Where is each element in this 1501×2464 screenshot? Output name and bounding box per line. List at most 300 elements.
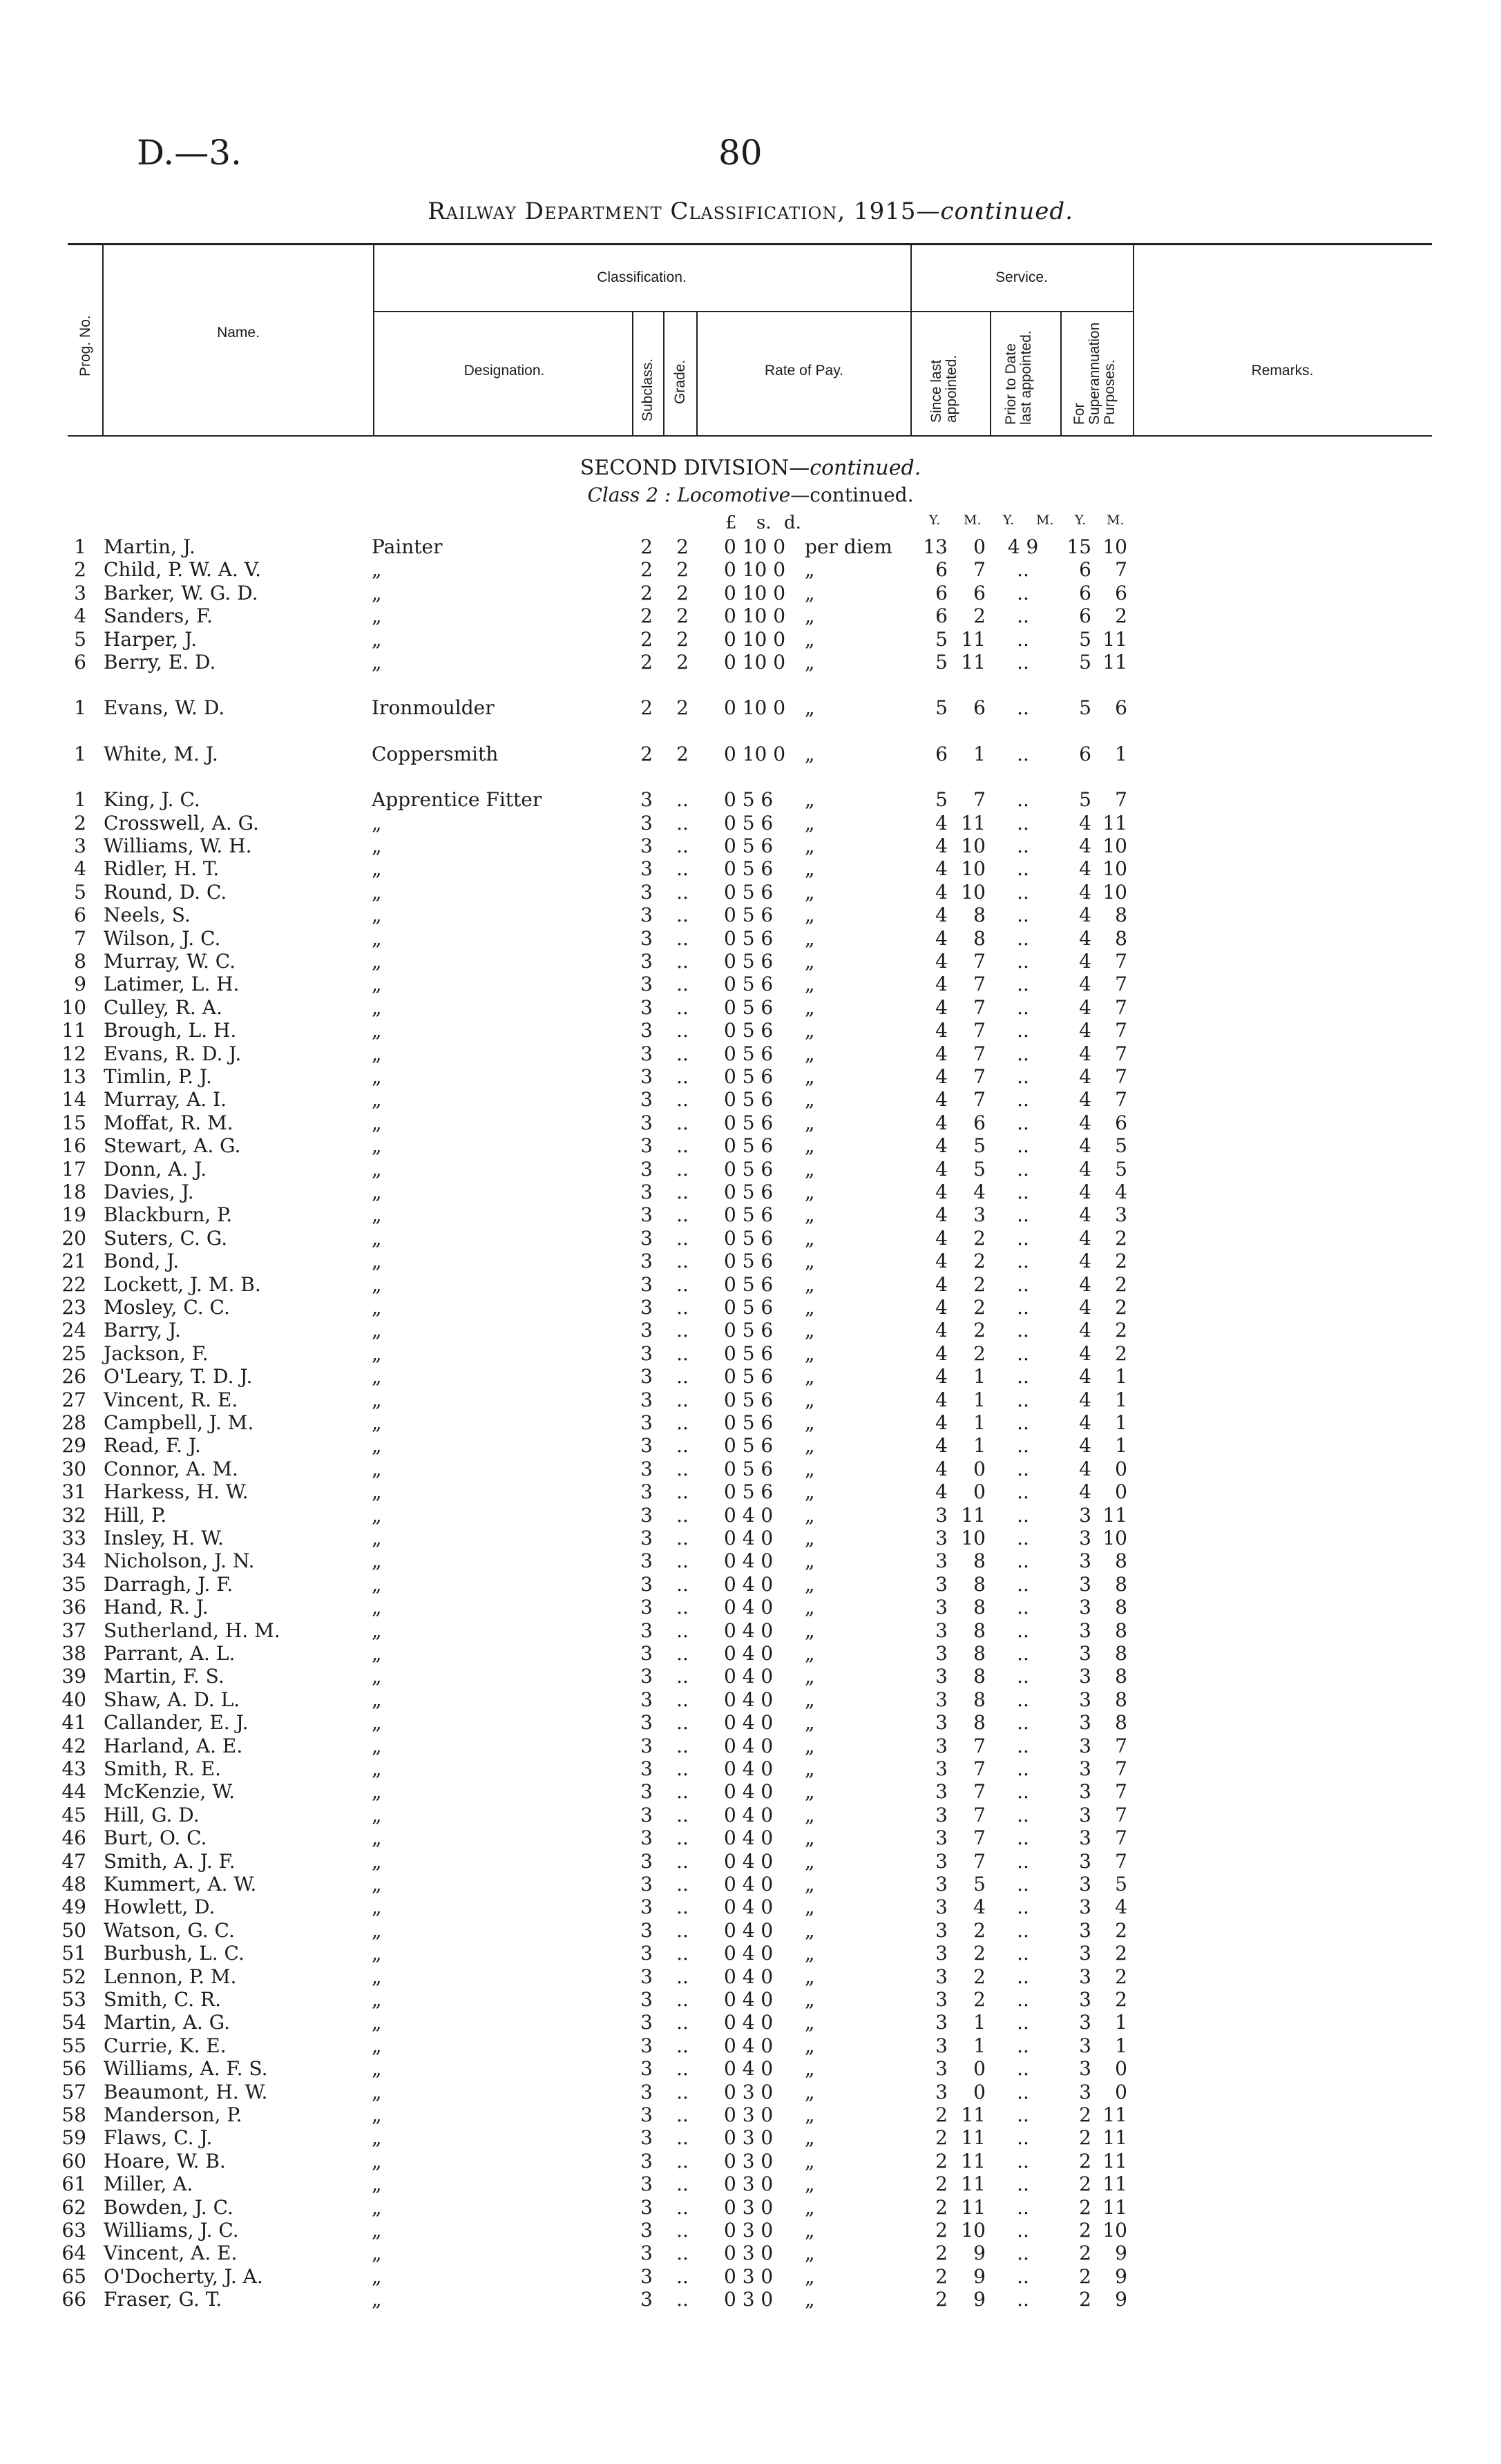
document-reference: D.—3. [137, 133, 242, 173]
table-row [0, 1965, 1501, 1988]
cell-pay-period: „ [805, 1734, 815, 1757]
cell-grade: .. [676, 2172, 689, 2196]
cell-subclass: 3 [640, 1895, 653, 1919]
cell-since-months: 10 [961, 834, 986, 857]
cell-name: Flaws, C. J. [104, 2126, 213, 2150]
cell-grade: .. [676, 1411, 689, 1434]
cell-name: Howlett, D. [104, 1895, 216, 1919]
cell-grade: .. [676, 973, 689, 996]
cell-rate-of-pay: 0 5 6 [724, 950, 774, 973]
cell-subclass: 3 [640, 2057, 653, 2081]
cell-designation: „ [372, 1111, 382, 1134]
cell-since-months: 6 [973, 581, 986, 604]
cell-designation: „ [372, 2057, 382, 2081]
cell-super-years: 3 [1079, 1803, 1091, 1826]
cell-super-months: 2 [1115, 1918, 1127, 1942]
cell-prog-no: 66 [61, 2288, 86, 2311]
cell-prog-no: 45 [61, 1803, 86, 1826]
cell-super-months: 8 [1115, 1549, 1127, 1573]
cell-grade: .. [676, 1895, 689, 1919]
cell-super-months: 6 [1115, 581, 1127, 604]
cell-prior-to-date: .. [1017, 1296, 1029, 1319]
cell-pay-period: „ [805, 1873, 815, 1895]
cell-prior-to-date: .. [1017, 1065, 1029, 1088]
cell-super-years: 6 [1079, 581, 1091, 604]
cell-prior-to-date: .. [1017, 2034, 1029, 2057]
cell-subclass: 3 [640, 926, 653, 950]
cell-rate-of-pay: 0 5 6 [724, 1226, 774, 1250]
cell-subclass: 3 [640, 2219, 653, 2242]
cell-name: Connor, A. M. [104, 1457, 238, 1480]
cell-subclass: 3 [640, 2034, 653, 2057]
cell-prog-no: 11 [61, 1019, 86, 1042]
cell-prior-to-date: .. [1017, 2011, 1029, 2034]
table-row [0, 1134, 1501, 1157]
unit-months-since: M. [964, 513, 982, 528]
cell-since-months: 9 [973, 2264, 986, 2288]
cell-super-years: 3 [1079, 1642, 1091, 1665]
cell-grade: .. [676, 1319, 689, 1342]
cell-name: Suters, C. G. [104, 1226, 228, 1250]
cell-name: Wilson, J. C. [104, 926, 221, 950]
cell-name: Smith, R. E. [104, 1757, 221, 1780]
cell-subclass: 3 [640, 1272, 653, 1296]
cell-since-months: 6 [973, 696, 986, 720]
cell-prior-to-date: .. [1017, 1503, 1029, 1527]
cell-rate-of-pay: 0 5 6 [724, 1457, 774, 1480]
table-row [0, 1365, 1501, 1388]
table-row [0, 1088, 1501, 1111]
section-title [0, 456, 1501, 480]
cell-grade: .. [676, 1388, 689, 1411]
cell-super-years: 4 [1079, 857, 1091, 881]
cell-designation: „ [372, 1988, 382, 2011]
cell-subclass: 3 [640, 1642, 653, 1665]
cell-designation: „ [372, 1365, 382, 1388]
classification-rule [373, 311, 1133, 312]
cell-name: Evans, W. D. [104, 696, 225, 720]
cell-subclass: 3 [640, 1341, 653, 1365]
cell-subclass: 3 [640, 1596, 653, 1619]
cell-prog-no: 51 [61, 1942, 86, 1965]
cell-super-years: 3 [1079, 1572, 1091, 1596]
cell-name: Evans, R. D. J. [104, 1042, 242, 1065]
cell-since-months: 1 [973, 1388, 986, 1411]
cell-prog-no: 35 [61, 1572, 86, 1596]
cell-pay-period: „ [805, 904, 815, 927]
cell-designation: „ [372, 973, 382, 996]
cell-since-years: 4 [935, 973, 948, 996]
page-number: 80 [718, 133, 763, 173]
cell-rate-of-pay: 0 3 0 [724, 2242, 774, 2265]
table-row [0, 2265, 1501, 2288]
cell-name: Harper, J. [104, 627, 198, 651]
page-title-main: Railway Department Classification, 1915— [428, 198, 941, 225]
cell-prior-to-date: .. [1017, 2242, 1029, 2265]
cell-designation: „ [372, 1965, 382, 1988]
cell-since-years: 4 [935, 1319, 948, 1342]
cell-super-years: 3 [1079, 2011, 1091, 2034]
cell-name: Smith, C. R. [104, 1988, 221, 2011]
cell-name: Vincent, A. E. [104, 2242, 238, 2265]
cell-since-years: 4 [935, 1365, 948, 1388]
table-row [0, 1411, 1501, 1434]
cell-name: Nicholson, J. N. [104, 1549, 255, 1573]
cell-prior-to-date: .. [1017, 1019, 1029, 1042]
units-row [0, 513, 1501, 535]
header-service: Service. [995, 269, 1048, 285]
table-row [0, 2057, 1501, 2080]
cell-subclass: 3 [640, 1434, 653, 1458]
table-row [0, 881, 1501, 904]
cell-designation: „ [372, 2264, 382, 2288]
cell-prog-no: 25 [61, 1341, 86, 1365]
cell-designation: „ [372, 1181, 382, 1203]
cell-rate-of-pay: 0 4 0 [724, 1734, 774, 1757]
cell-since-years: 4 [935, 1181, 948, 1203]
cell-rate-of-pay: 0 4 0 [724, 1965, 774, 1988]
cell-pay-period: „ [805, 1134, 815, 1158]
cell-rate-of-pay: 0 5 6 [724, 880, 774, 904]
cell-pay-period: „ [805, 1918, 815, 1942]
cell-grade: .. [676, 2011, 689, 2034]
cell-subclass: 3 [640, 1480, 653, 1504]
cell-prog-no: 26 [61, 1365, 86, 1388]
cell-designation: „ [372, 1065, 382, 1088]
cell-super-years: 3 [1079, 1618, 1091, 1642]
cell-super-years: 3 [1079, 1988, 1091, 2011]
cell-super-months: 7 [1115, 950, 1127, 973]
cell-subclass: 3 [640, 1157, 653, 1181]
cell-designation: „ [372, 1457, 382, 1480]
cell-prior-to-date: .. [1017, 1572, 1029, 1596]
cell-grade: .. [676, 1457, 689, 1480]
cell-since-years: 5 [935, 788, 948, 812]
cell-since-years: 4 [935, 1088, 948, 1111]
cell-super-months: 0 [1115, 1480, 1127, 1504]
cell-prog-no: 2 [74, 811, 86, 834]
cell-super-months: 0 [1115, 2080, 1127, 2103]
cell-name: Beaumont, H. W. [104, 2080, 268, 2103]
cell-name: Vincent, R. E. [104, 1388, 238, 1411]
cell-prior-to-date: .. [1017, 2103, 1029, 2126]
cell-prior-to-date: .. [1017, 1826, 1029, 1850]
cell-prior-to-date: .. [1017, 1341, 1029, 1365]
table-row [0, 651, 1501, 674]
cell-super-years: 2 [1079, 2288, 1091, 2311]
cell-prog-no: 24 [61, 1319, 86, 1342]
cell-rate-of-pay: 0 4 0 [724, 1757, 774, 1780]
cell-designation: „ [372, 950, 382, 973]
table-row [0, 1065, 1501, 1088]
cell-super-months: 10 [1102, 2219, 1127, 2242]
cell-rate-of-pay: 0 5 6 [724, 788, 774, 812]
divider-designation [632, 311, 633, 437]
table-row [0, 1688, 1501, 1711]
cell-prior-to-date: .. [1017, 2288, 1029, 2311]
cell-pay-period: per diem [805, 535, 892, 558]
table-row [0, 1596, 1501, 1618]
cell-since-years: 4 [935, 1341, 948, 1365]
cell-super-years: 3 [1079, 2034, 1091, 2057]
cell-since-months: 2 [973, 604, 986, 628]
cell-name: Miller, A. [104, 2172, 193, 2196]
cell-since-years: 4 [935, 857, 948, 881]
unit-years-super: Y. [1075, 513, 1087, 528]
cell-pay-period: „ [805, 1942, 815, 1965]
cell-grade: .. [676, 2242, 689, 2265]
cell-prog-no: 8 [74, 950, 86, 973]
cell-since-months: 11 [961, 651, 986, 674]
cell-name: Culley, R. A. [104, 995, 222, 1019]
cell-since-years: 2 [935, 2195, 948, 2219]
cell-prog-no: 37 [61, 1618, 86, 1642]
cell-rate-of-pay: 0 4 0 [724, 1918, 774, 1942]
cell-since-years: 3 [935, 1665, 948, 1688]
cell-grade: .. [676, 995, 689, 1019]
cell-name: Fraser, G. T. [104, 2288, 222, 2311]
cell-since-years: 2 [935, 2103, 948, 2126]
cell-since-months: 11 [961, 2103, 986, 2126]
cell-pay-period: „ [805, 2172, 815, 2196]
cell-since-years: 3 [935, 1549, 948, 1573]
cell-name: Bowden, J. C. [104, 2195, 233, 2219]
cell-super-years: 4 [1079, 1065, 1091, 1088]
cell-prior-to-date: .. [1017, 811, 1029, 834]
cell-super-months: 11 [1102, 2172, 1127, 2196]
table-row [0, 1250, 1501, 1272]
cell-since-years: 4 [935, 1411, 948, 1434]
cell-pay-period: „ [805, 1480, 815, 1504]
cell-designation: „ [372, 1757, 382, 1780]
cell-super-years: 6 [1079, 558, 1091, 582]
cell-prog-no: 6 [74, 651, 86, 674]
cell-super-years: 2 [1079, 2103, 1091, 2126]
cell-name: Martin, F. S. [104, 1665, 224, 1688]
cell-grade: .. [676, 2219, 689, 2242]
cell-since-years: 4 [935, 1272, 948, 1296]
table-row [0, 1873, 1501, 1895]
cell-since-years: 4 [935, 1250, 948, 1273]
table-row [0, 1549, 1501, 1572]
cell-prior-to-date: .. [1017, 950, 1029, 973]
cell-rate-of-pay: 0 4 0 [724, 1572, 774, 1596]
cell-super-months: 1 [1115, 2011, 1127, 2034]
cell-name: Insley, H. W. [104, 1527, 224, 1549]
table-row [0, 1711, 1501, 1734]
table-row [0, 628, 1501, 651]
table-row [0, 1296, 1501, 1319]
cell-since-months: 6 [973, 1111, 986, 1134]
cell-since-months: 7 [973, 1803, 986, 1826]
cell-name: Sutherland, H. M. [104, 1618, 280, 1642]
cell-subclass: 3 [640, 2103, 653, 2126]
cell-super-months: 2 [1115, 1965, 1127, 1988]
cell-subclass: 3 [640, 1665, 653, 1688]
cell-designation: „ [372, 1596, 382, 1619]
cell-rate-of-pay: 0 5 6 [724, 973, 774, 996]
table-row [0, 1942, 1501, 1965]
cell-grade: 2 [676, 696, 689, 720]
cell-name: Watson, G. C. [104, 1918, 235, 1942]
cell-prior-to-date: .. [1017, 651, 1029, 674]
cell-pay-period: „ [805, 834, 815, 857]
cell-super-years: 6 [1079, 742, 1091, 765]
cell-designation: „ [372, 1503, 382, 1527]
cell-pay-period: „ [805, 2149, 815, 2172]
cell-designation: „ [372, 1895, 382, 1919]
cell-designation: „ [372, 1942, 382, 1965]
cell-rate-of-pay: 0 5 6 [724, 1296, 774, 1319]
cell-prog-no: 2 [74, 558, 86, 582]
cell-designation: Ironmoulder [372, 696, 495, 720]
cell-super-years: 2 [1079, 2172, 1091, 2196]
cell-super-months: 10 [1102, 1527, 1127, 1549]
cell-designation: „ [372, 627, 382, 651]
table-row [0, 1458, 1501, 1480]
table-row [0, 1527, 1501, 1549]
cell-prior-to-date: .. [1017, 581, 1029, 604]
cell-pay-period: „ [805, 2126, 815, 2150]
cell-prog-no: 20 [61, 1226, 86, 1250]
table-row [0, 996, 1501, 1019]
cell-pay-period: „ [805, 1042, 815, 1065]
cell-since-years: 3 [935, 1711, 948, 1735]
cell-prog-no: 60 [61, 2149, 86, 2172]
cell-since-years: 5 [935, 651, 948, 674]
table-row [0, 1826, 1501, 1849]
cell-since-months: 4 [973, 1181, 986, 1203]
cell-prog-no: 49 [61, 1895, 86, 1919]
cell-super-months: 10 [1102, 880, 1127, 904]
cell-designation: „ [372, 1134, 382, 1158]
cell-since-months: 2 [973, 1226, 986, 1250]
cell-prog-no: 13 [61, 1065, 86, 1088]
cell-prog-no: 46 [61, 1826, 86, 1850]
cell-super-months: 8 [1115, 1688, 1127, 1711]
cell-since-months: 3 [973, 1203, 986, 1227]
cell-prior-to-date: .. [1017, 2149, 1029, 2172]
cell-grade: 2 [676, 651, 689, 674]
cell-super-years: 4 [1079, 995, 1091, 1019]
cell-grade: .. [676, 2080, 689, 2103]
cell-pay-period: „ [805, 2264, 815, 2288]
cell-since-years: 4 [935, 880, 948, 904]
cell-prior-to-date: .. [1017, 1942, 1029, 1965]
cell-prior-to-date: .. [1017, 788, 1029, 812]
table-row [0, 857, 1501, 880]
cell-rate-of-pay: 0 4 0 [724, 2057, 774, 2081]
cell-rate-of-pay: 0 4 0 [724, 1873, 774, 1895]
cell-pay-period: „ [805, 1319, 815, 1342]
unit-months-prior: M. [1036, 513, 1054, 528]
cell-rate-of-pay: 0 5 6 [724, 1042, 774, 1065]
cell-pay-period: „ [805, 857, 815, 881]
cell-grade: .. [676, 1780, 689, 1804]
cell-subclass: 3 [640, 811, 653, 834]
cell-since-years: 4 [935, 1134, 948, 1158]
cell-since-years: 4 [935, 1226, 948, 1250]
cell-prog-no: 34 [61, 1549, 86, 1573]
cell-name: Hand, R. J. [104, 1596, 209, 1619]
cell-prior-to-date: .. [1017, 2172, 1029, 2196]
cell-grade: .. [676, 2126, 689, 2150]
cell-since-months: 7 [973, 1042, 986, 1065]
cell-grade: .. [676, 1088, 689, 1111]
cell-super-years: 5 [1079, 627, 1091, 651]
cell-name: Burbush, L. C. [104, 1942, 245, 1965]
cell-since-years: 4 [935, 834, 948, 857]
cell-designation: „ [372, 581, 382, 604]
cell-designation: „ [372, 2080, 382, 2103]
cell-prog-no: 64 [61, 2242, 86, 2265]
cell-since-years: 2 [935, 2264, 948, 2288]
cell-grade: .. [676, 2034, 689, 2057]
cell-since-years: 4 [935, 1457, 948, 1480]
cell-prog-no: 4 [74, 604, 86, 628]
cell-super-years: 3 [1079, 1873, 1091, 1895]
cell-rate-of-pay: 0 5 6 [724, 1250, 774, 1273]
cell-since-years: 3 [935, 2011, 948, 2034]
cell-grade: .. [676, 2057, 689, 2081]
cell-prior-to-date: .. [1017, 1365, 1029, 1388]
cell-prior-to-date: .. [1017, 696, 1029, 720]
cell-pay-period: „ [805, 1549, 815, 1573]
cell-designation: „ [372, 604, 382, 628]
cell-super-months: 1 [1115, 1434, 1127, 1458]
cell-subclass: 3 [640, 1757, 653, 1780]
cell-name: Donn, A. J. [104, 1157, 207, 1181]
cell-pay-period: „ [805, 1780, 815, 1804]
table-row [0, 604, 1501, 627]
cell-designation: „ [372, 1019, 382, 1042]
cell-super-months: 6 [1115, 696, 1127, 720]
cell-pay-period: „ [805, 1965, 815, 1988]
table-row [0, 558, 1501, 581]
cell-super-months: 11 [1102, 2126, 1127, 2150]
cell-subclass: 3 [640, 1226, 653, 1250]
cell-super-years: 4 [1079, 1457, 1091, 1480]
table-row [0, 788, 1501, 811]
cell-since-months: 9 [973, 2242, 986, 2265]
section-title-main: SECOND DIVISION— [580, 456, 810, 480]
cell-pay-period: „ [805, 1296, 815, 1319]
cell-subclass: 3 [640, 2242, 653, 2265]
cell-pay-period: „ [805, 2034, 815, 2057]
cell-super-months: 1 [1115, 742, 1127, 765]
table-row [0, 1895, 1501, 1918]
cell-super-years: 4 [1079, 1434, 1091, 1458]
cell-pay-period: „ [805, 2219, 815, 2242]
cell-pay-period: „ [805, 973, 815, 996]
cell-pay-period: „ [805, 2288, 815, 2311]
cell-prog-no: 9 [74, 973, 86, 996]
cell-super-months: 7 [1115, 995, 1127, 1019]
cell-prog-no: 1 [74, 535, 86, 558]
cell-name: O'Docherty, J. A. [104, 2264, 263, 2288]
cell-subclass: 3 [640, 1734, 653, 1757]
cell-subclass: 3 [640, 1042, 653, 1065]
cell-since-years: 3 [935, 1780, 948, 1804]
cell-super-years: 4 [1079, 1341, 1091, 1365]
cell-since-months: 11 [961, 811, 986, 834]
cell-name: Martin, A. G. [104, 2011, 231, 2034]
cell-rate-of-pay: 0 5 6 [724, 1157, 774, 1181]
cell-since-months: 0 [973, 535, 986, 558]
cell-super-months: 4 [1115, 1895, 1127, 1919]
table-row [0, 1273, 1501, 1296]
cell-prog-no: 52 [61, 1965, 86, 1988]
